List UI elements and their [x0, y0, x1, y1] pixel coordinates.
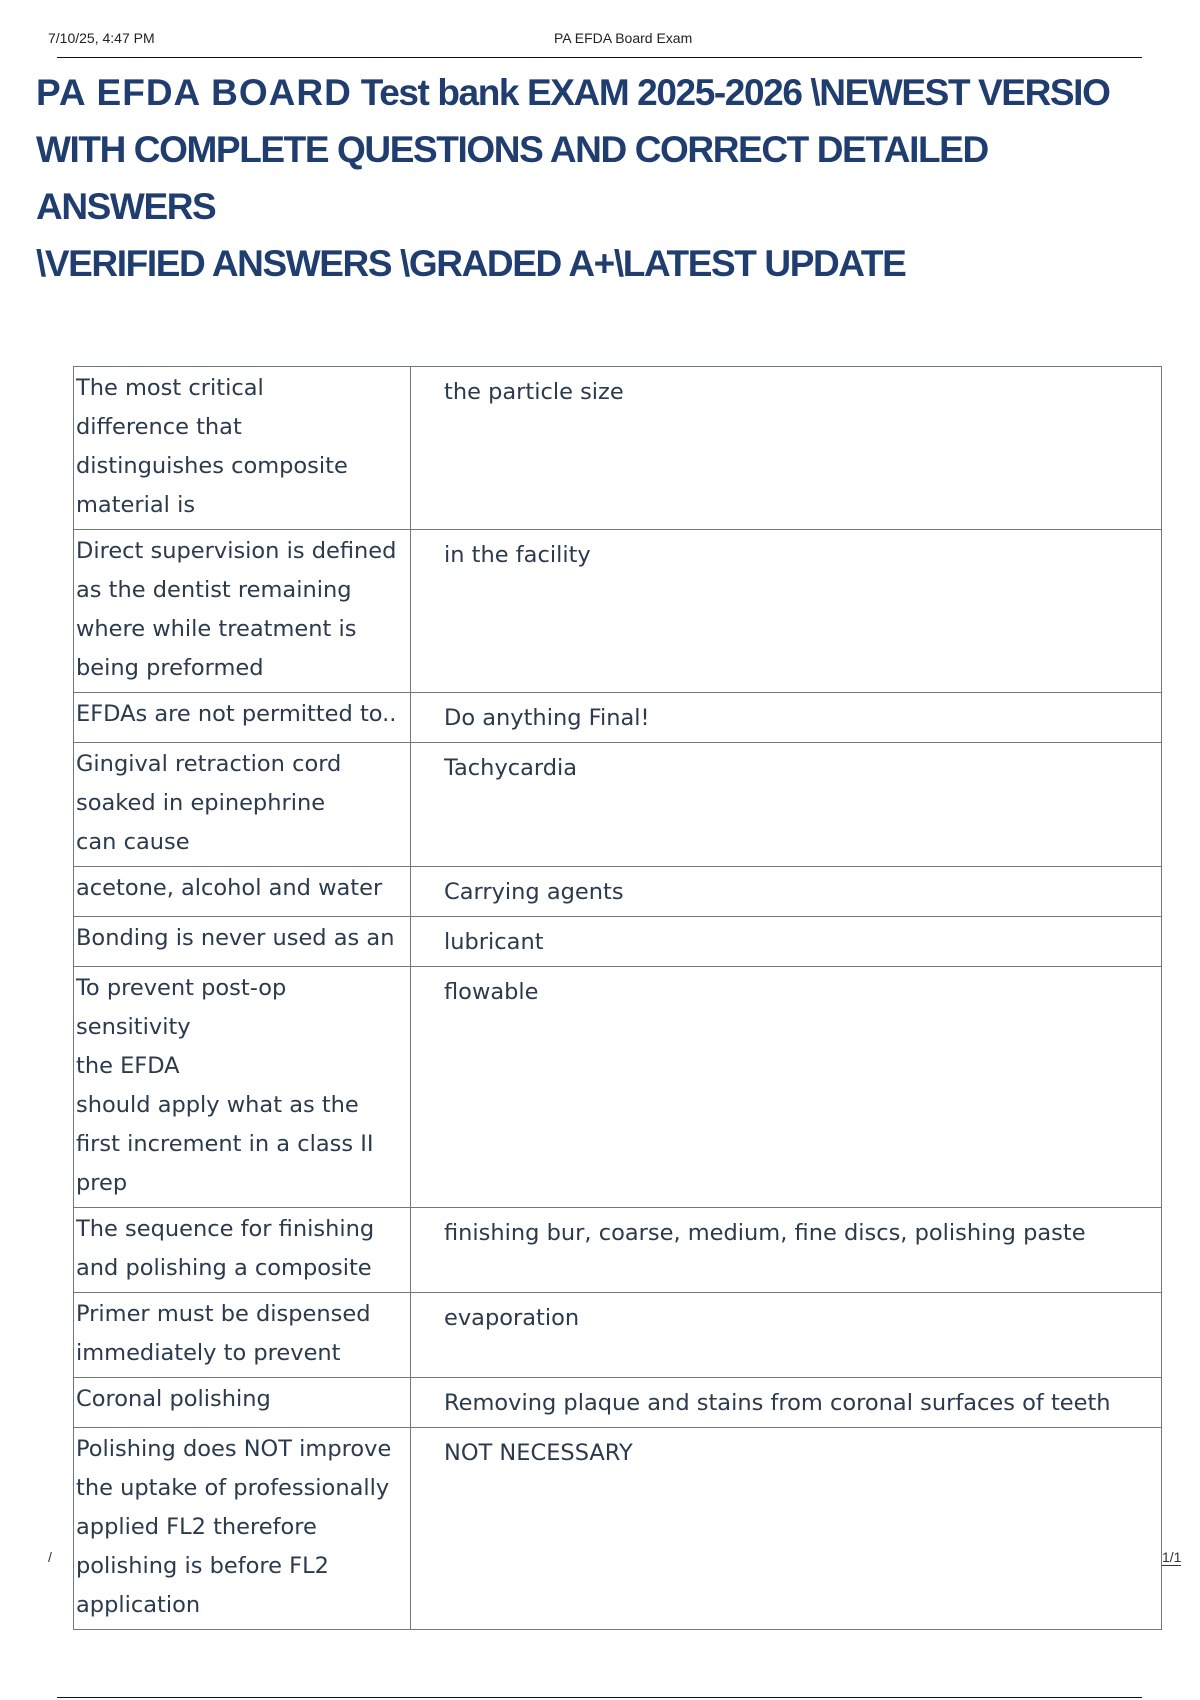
- question-cell: [74, 530, 411, 693]
- question-line: EFDAs are not permitted to..: [76, 701, 397, 727]
- question-line: soaked in epinephrine: [76, 790, 326, 816]
- print-header: [48, 30, 1144, 50]
- question-line: polishing is before FL2: [76, 1553, 329, 1579]
- answer-cell: in the facility: [411, 530, 1162, 693]
- question-line: material is: [76, 492, 196, 518]
- table-row: [74, 1293, 1162, 1378]
- answer-cell: Removing plaque and stains from coronal surfaces of teeth: [411, 1378, 1162, 1428]
- table-row: [74, 917, 1162, 967]
- answer-cell: Carrying agents: [411, 867, 1162, 917]
- question-cell: [74, 1208, 411, 1293]
- question-line: the EFDA: [76, 1053, 180, 1079]
- question-cell: [74, 693, 411, 743]
- question-line: can cause: [76, 829, 190, 855]
- qa-table-body: [74, 367, 1162, 1630]
- question-line: distinguishes composite: [76, 453, 348, 479]
- header-divider: [57, 57, 1142, 58]
- answer-cell: Do anything Final!: [411, 693, 1162, 743]
- question-line: The most critical: [76, 375, 264, 401]
- question-line: difference that: [76, 414, 242, 440]
- question-line: should apply what as the: [76, 1092, 359, 1118]
- question-line: applied FL2 therefore: [76, 1514, 317, 1540]
- answer-cell: finishing bur, coarse, medium, fine discs, polishing paste: [411, 1208, 1162, 1293]
- question-cell: [74, 743, 411, 867]
- question-line: and polishing a composite: [76, 1255, 372, 1281]
- question-line: being preformed: [76, 655, 264, 681]
- question-line: application: [76, 1592, 201, 1618]
- title-lead: PA EFDA BOARD: [36, 72, 352, 113]
- print-datetime: 7/10/25, 4:47 PM: [48, 30, 155, 46]
- question-line: immediately to prevent: [76, 1340, 341, 1366]
- print-doc-title: PA EFDA Board Exam: [554, 30, 693, 46]
- footer-left-mark: /: [48, 1549, 52, 1565]
- question-line: the uptake of professionally: [76, 1475, 390, 1501]
- question-line: Polishing does NOT improve: [76, 1436, 392, 1462]
- title-line-2: WITH COMPLETE QUESTIONS AND CORRECT DETAILED ANSWERS: [36, 129, 988, 227]
- question-line: Coronal polishing: [76, 1386, 271, 1412]
- table-row: [74, 530, 1162, 693]
- answer-cell: Tachycardia: [411, 743, 1162, 867]
- table-row: [74, 367, 1162, 530]
- question-line: Direct supervision is defined: [76, 538, 397, 564]
- table-row: [74, 693, 1162, 743]
- question-cell: [74, 917, 411, 967]
- qa-table: [73, 366, 1162, 1630]
- question-line: Bonding is never used as an: [76, 925, 395, 951]
- bottom-divider: [57, 1697, 1142, 1698]
- page-number: 1/1: [1162, 1549, 1182, 1565]
- question-cell: [74, 1378, 411, 1428]
- question-line: To prevent post-op sensitivity: [76, 975, 287, 1040]
- title-line-1-rest: Test bank EXAM 2025-2026 \NEWEST VERSIO: [351, 72, 1110, 113]
- question-line: Primer must be dispensed: [76, 1301, 371, 1327]
- question-line: prep: [76, 1170, 128, 1196]
- question-cell: [74, 1293, 411, 1378]
- question-cell: [74, 367, 411, 530]
- title-line-3: \VERIFIED ANSWERS \GRADED A+\LATEST UPDATE: [36, 243, 906, 284]
- table-row: [74, 867, 1162, 917]
- question-cell: [74, 867, 411, 917]
- table-row: [74, 1208, 1162, 1293]
- page-title: [36, 64, 1166, 292]
- table-row: [74, 1378, 1162, 1428]
- answer-cell: NOT NECESSARY: [411, 1428, 1162, 1630]
- table-row: [74, 967, 1162, 1208]
- table-row: [74, 1428, 1162, 1630]
- answer-cell: evaporation: [411, 1293, 1162, 1378]
- question-line: first increment in a class II: [76, 1131, 374, 1157]
- answer-cell: the particle size: [411, 367, 1162, 530]
- table-row: [74, 743, 1162, 867]
- question-line: Gingival retraction cord: [76, 751, 342, 777]
- question-line: The sequence for finishing: [76, 1216, 375, 1242]
- question-cell: [74, 967, 411, 1208]
- answer-cell: flowable: [411, 967, 1162, 1208]
- question-line: acetone, alcohol and water: [76, 875, 383, 901]
- answer-cell: lubricant: [411, 917, 1162, 967]
- question-line: where while treatment is: [76, 616, 357, 642]
- question-line: as the dentist remaining: [76, 577, 352, 603]
- question-cell: [74, 1428, 411, 1630]
